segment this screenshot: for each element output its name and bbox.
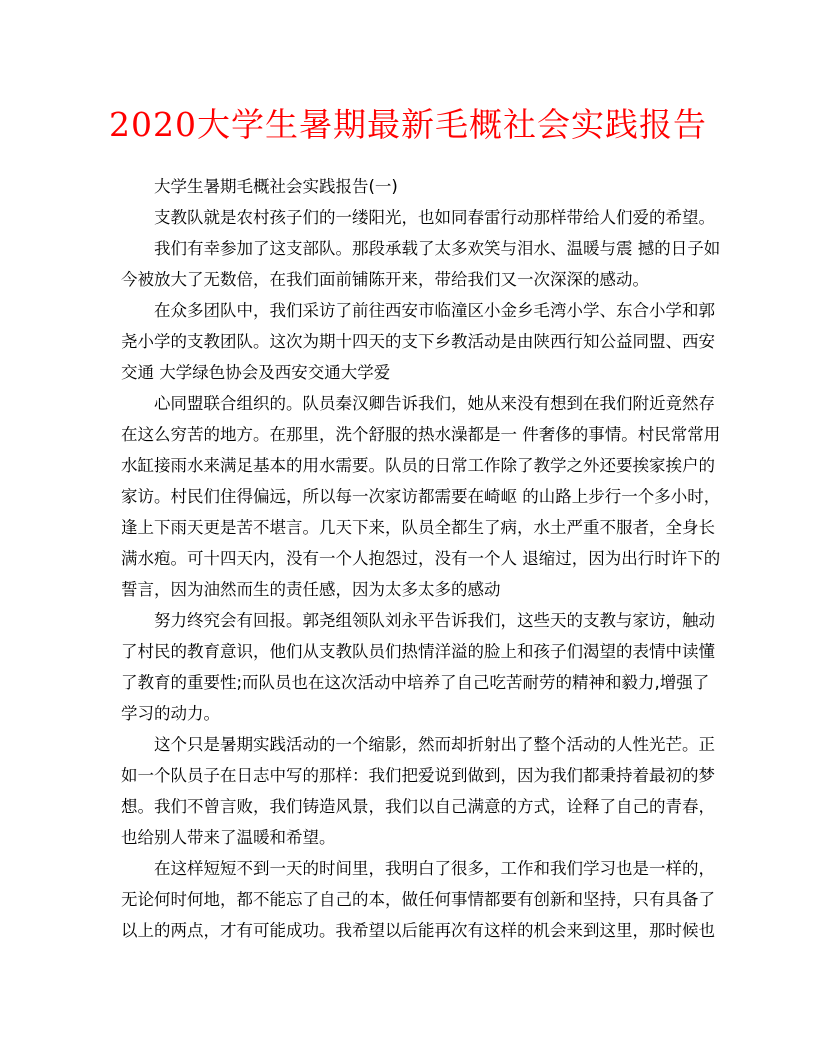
paragraph-line: 在这样短短不到一天的时间里，我明白了很多，工作和我们学习也是一样的，	[154, 859, 715, 878]
paragraph-line: 交通 大学绿色协会及西安交通大学爱	[121, 363, 391, 382]
document-body	[121, 171, 721, 946]
paragraph-line: 以上的两点，才有可能成功。我希望以后能再次有这样的机会来到这里，那时候也	[121, 921, 715, 940]
paragraph-line: 尧小学的支教团队。这次为期十四天的支下乡教活动是由陕西行知公益同盟、西安	[121, 332, 715, 351]
document-title: 2020大学生暑期最新毛概社会实践报告	[109, 105, 707, 144]
paragraph-line: 满水疱。可十四天内，没有一个人抱怨过，没有一个人 退缩过，因为出行时许下的	[121, 549, 721, 568]
paragraph-line: 誓言，因为油然而生的责任感，因为太多太多的感动	[121, 580, 501, 599]
paragraph-line: 心同盟联合组织的。队员秦汉卿告诉我们，她从来没有想到在我们附近竟然存	[154, 394, 715, 413]
paragraph-line: 了教育的重要性;而队员也在这次活动中培养了自己吃苦耐劳的精神和毅力,增强了	[121, 673, 710, 692]
report-subtitle: 大学生暑期毛概社会实践报告(一)	[154, 177, 398, 196]
paragraph-line: 在众多团队中，我们采访了前往西安市临潼区小金乡毛湾小学、东合小学和郭	[154, 301, 715, 320]
paragraph-line: 水缸接雨水来满足基本的用水需要。队员的日常工作除了教学之外还要挨家挨户的	[121, 456, 715, 475]
paragraph-line: 今被放大了无数倍，在我们面前铺陈开来，带给我们又一次深深的感动。	[121, 270, 649, 289]
paragraph-line: 在这么穷苦的地方。在那里，洗个舒服的热水澡都是一 件奢侈的事情。村民常常用	[121, 425, 721, 444]
paragraph-line: 学习的动力。	[121, 704, 220, 723]
paragraph-line: 无论何时何地，都不能忘了自己的本，做任何事情都要有创新和坚持，只有具备了	[121, 890, 715, 909]
paragraph-line: 逢上下雨天更是苦不堪言。几天下来，队员全都生了病，水土严重不服者，全身长	[121, 518, 715, 537]
paragraph-line: 支教队就是农村孩子们的一缕阳光，也如同春雷行动那样带给人们爱的希望。	[154, 208, 715, 227]
paragraph-line: 如一个队员子在日志中写的那样：我们把爱说到做到，因为我们都秉持着最初的梦	[121, 766, 715, 785]
paragraph-line: 也给别人带来了温暖和希望。	[121, 828, 336, 847]
paragraph-line: 努力终究会有回报。郭尧组领队刘永平告诉我们，这些天的支教与家访，触动	[154, 611, 715, 630]
paragraph-line: 了村民的教育意识，他们从支教队员们热情洋溢的脸上和孩子们渴望的表情中读懂	[121, 642, 715, 661]
paragraph-line: 我们有幸参加了这支部队。那段承载了太多欢笑与泪水、温暖与震 撼的日子如	[154, 239, 721, 258]
paragraph-line: 这个只是暑期实践活动的一个缩影，然而却折射出了整个活动的人性光芒。正	[154, 735, 715, 754]
paragraph-line: 家访。村民们住得偏远，所以每一次家访都需要在崎岖 的山路上步行一个多小时，	[121, 487, 721, 506]
paragraph-line: 想。我们不曾言败，我们铸造风景，我们以自己满意的方式，诠释了自己的青春，	[121, 797, 715, 816]
